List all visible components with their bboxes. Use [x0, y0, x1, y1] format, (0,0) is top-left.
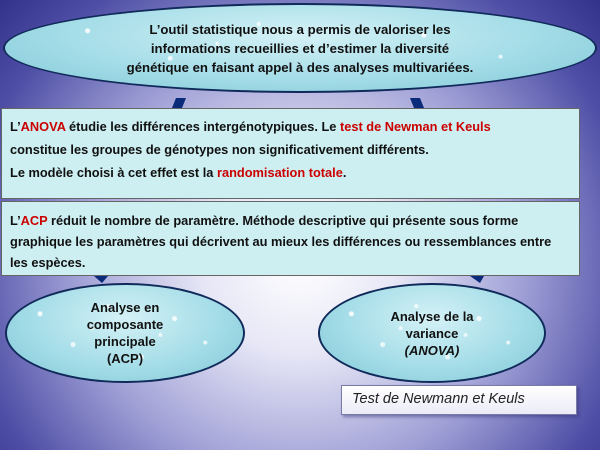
acp-bubble-line-1: Analyse en [90, 300, 160, 315]
intro-line-3: génétique en faisant appel à des analyses multivariées. [126, 59, 474, 75]
anova-line-2: constitue les groupes de génotypes non significativement différents. [10, 142, 429, 157]
arrow-to-anova-stub [410, 98, 424, 108]
acp-prefix: L’ [10, 213, 21, 228]
intro-bubble [3, 3, 597, 93]
acp-bubble-line-2: composante [86, 317, 164, 332]
anova-bubble-line-2: variance [405, 325, 459, 341]
anova-line-1 [10, 115, 571, 138]
acp-bubble-line-3: principale [94, 334, 156, 349]
anova-description-panel [1, 108, 580, 199]
anova-bubble-line-1: Analyse de la [390, 308, 474, 324]
anova-line-3 [10, 161, 571, 184]
anova-line-1-middle: étudie les différences intergénotypiques. Le [65, 119, 340, 134]
acp-bubble [5, 283, 245, 383]
newman-keuls-term: test de Newman et Keuls [339, 119, 491, 134]
anova-bubble [318, 283, 546, 383]
acp-description-panel [1, 201, 580, 276]
newman-keuls-box: Test de Newmann et Keuls [341, 385, 577, 415]
arrow-to-anova-head [470, 276, 484, 283]
intro-line-2: informations recueillies et d’estimer la diversité [150, 40, 450, 56]
anova-line-1-prefix: L’ [10, 119, 21, 134]
anova-line-3-suffix: . [342, 165, 347, 180]
anova-bubble-line-3: (ANOVA) [404, 342, 460, 358]
acp-term: ACP [20, 213, 48, 228]
arrow-to-acp-stub [172, 98, 186, 108]
intro-line-1: L’outil statistique nous a permis de valoriser les [149, 21, 451, 37]
acp-description-text: réduit le nombre de paramètre. Méthode descriptive qui présente sous forme graphique les paramètres qui décrivent au mieux les différences ou ressemblances entre les espèces. [10, 213, 552, 270]
anova-term: ANOVA [20, 119, 66, 134]
arrow-to-acp-head [94, 276, 108, 283]
anova-line-3-prefix: Le modèle choisi à cet effet est la [10, 165, 217, 180]
randomisation-term: randomisation totale [216, 165, 343, 180]
acp-bubble-line-4: (ACP) [106, 351, 144, 366]
